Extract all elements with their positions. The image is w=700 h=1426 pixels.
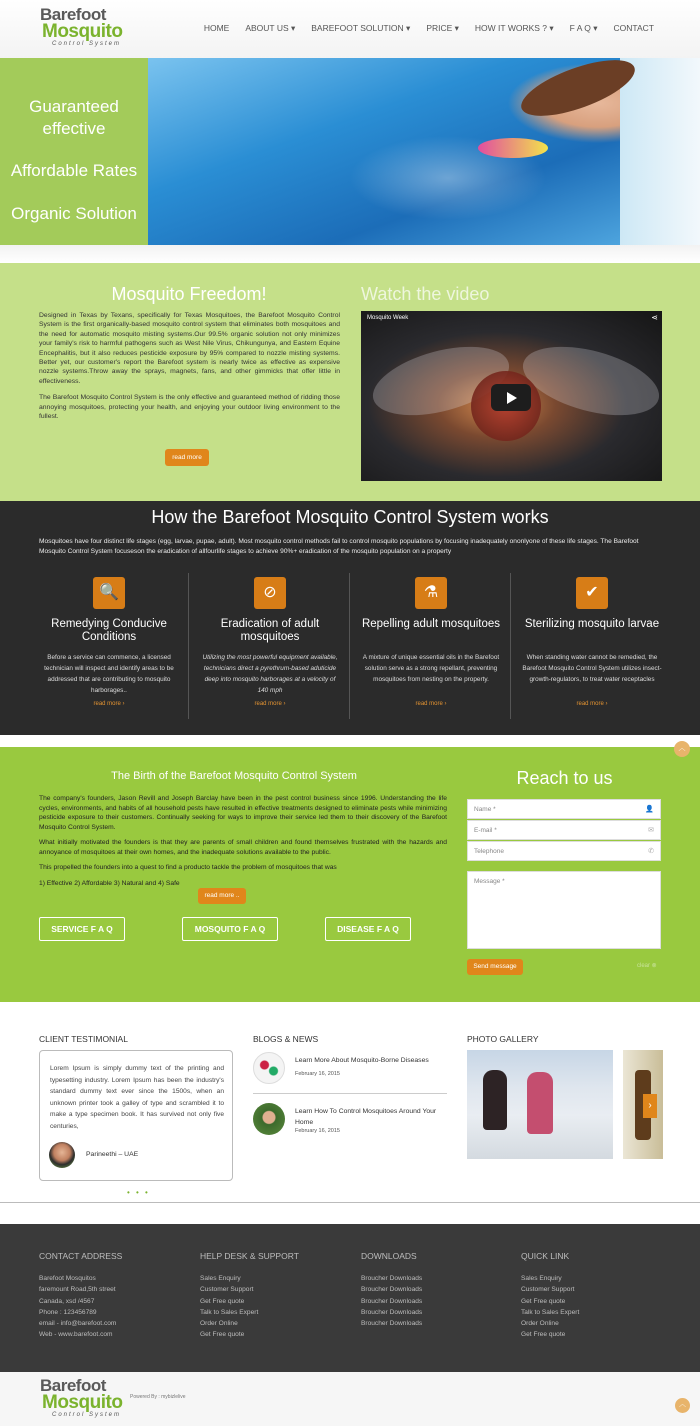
divider bbox=[253, 1093, 447, 1094]
footer-link[interactable]: Order Online bbox=[200, 1320, 238, 1328]
powered-by: Powered By : mybizlelive bbox=[130, 1394, 186, 1400]
footer-email[interactable]: email - info@barefoot.com bbox=[39, 1320, 117, 1328]
hero-tagline-rates: Affordable Rates bbox=[10, 161, 138, 180]
footer-link[interactable]: Customer Support bbox=[521, 1286, 575, 1294]
email-placeholder: E-mail * bbox=[474, 827, 497, 834]
footer-quick-title: QUICK LINK bbox=[521, 1251, 570, 1261]
footer-link[interactable]: Talk to Sales Expert bbox=[521, 1308, 580, 1316]
message-textarea[interactable] bbox=[467, 871, 661, 949]
freedom-paragraph: Designed in Texas by Texans, specifically for Texas Mosquitoes, the Barefoot Mosquito Control System is the first organically-based mosquito control system that eliminates both mosquitoes and the need for automatic mosquito misting systems.Our 99.5% organic solution not only minimizes your family's risk to harmful pathogens such as West Nile Virus, Chikungunya, and Eastern Equine Encephalitis, but it also reduces pesticide exposure by 95% compared to nozzle misting systems. Better yet, our customer's report the Barefoot system is nearly twice as effective as expensive nozzle systems.Throw away the sprays, magnets, fans, and other gimmicks that offer little in effectiveness. bbox=[39, 312, 340, 385]
freedom-text bbox=[39, 311, 340, 428]
gallery-heading: PHOTO GALLERY bbox=[467, 1034, 539, 1044]
blog-item[interactable] bbox=[253, 1052, 447, 1092]
footer-web[interactable]: Web - www.barefoot.com bbox=[39, 1331, 113, 1339]
name-placeholder: Name * bbox=[474, 806, 496, 813]
blog-title[interactable]: Learn How To Control Mosquitoes Around Your Home bbox=[295, 1108, 437, 1126]
footer-link[interactable]: Order Online bbox=[521, 1320, 559, 1328]
service-faq-button[interactable]: SERVICE F A Q bbox=[39, 917, 125, 941]
footer-downloads-list bbox=[361, 1273, 422, 1329]
nav-faq[interactable]: F A Q ▾ bbox=[569, 23, 598, 33]
avatar bbox=[49, 1142, 75, 1168]
feature-read-more[interactable]: read more › bbox=[254, 701, 286, 707]
user-icon: 👤 bbox=[645, 806, 654, 813]
hero-tagline-guaranteed: Guaranteed bbox=[29, 97, 119, 116]
logo-line1: Barefoot bbox=[40, 5, 106, 24]
feature-column bbox=[351, 573, 511, 719]
contact-title: Reach to us bbox=[516, 768, 613, 788]
feature-title: Eradication of adult mosquitoes bbox=[220, 618, 320, 643]
blog-thumbnail bbox=[253, 1103, 285, 1135]
birth-title: The Birth of the Barefoot Mosquito Control System bbox=[111, 770, 357, 782]
name-input[interactable] bbox=[467, 799, 661, 819]
freedom-title: Mosquito Freedom! bbox=[111, 284, 267, 304]
how-title: How the Barefoot Mosquito Control System works bbox=[151, 507, 549, 527]
footer-link[interactable]: Broucher Downloads bbox=[361, 1286, 423, 1294]
phone-input[interactable] bbox=[467, 841, 661, 861]
flask-icon: ⚗ bbox=[415, 577, 447, 609]
birth-paragraph: This propelled the founders into a quest to find a producto tackle the problem of mosquitoes that was bbox=[39, 864, 337, 871]
nav-how-it-works[interactable]: HOW IT WORKS ? ▾ bbox=[474, 23, 554, 33]
blog-title[interactable]: Learn More About Mosquito-Borne Diseases bbox=[295, 1057, 429, 1064]
logo-line3: Control System bbox=[52, 41, 122, 47]
hero-tagline-effective: effective bbox=[42, 119, 106, 138]
nav-contact[interactable]: CONTACT bbox=[613, 23, 654, 33]
footer-link[interactable]: Get Free quote bbox=[521, 1297, 566, 1305]
testimonial-heading: CLIENT TESTIMONIAL bbox=[39, 1034, 128, 1044]
footer-link[interactable]: Broucher Downloads bbox=[361, 1320, 423, 1328]
footer-text: Phone : 123456789 bbox=[39, 1308, 97, 1316]
gallery-photo[interactable] bbox=[467, 1050, 613, 1159]
logo-line3: Control System bbox=[52, 1412, 122, 1418]
nav-about[interactable]: ABOUT US ▾ bbox=[245, 23, 296, 33]
divider bbox=[0, 1202, 700, 1203]
footer-contact-list bbox=[39, 1273, 116, 1341]
video-title: Mosquito Week bbox=[367, 315, 409, 321]
birth-paragraph: The company's founders, Jason Revill and Joseph Barclay have been in the pest control business since 1996. Understanding the life cycles, environments, and habits of all household pests have resulted in effective treatments designed to eliminate pests while minimizing pesticide exposure to their customers. Continually seeking for ways to improve their service led them to their discovery of the Barefoot Mosquito Control System. bbox=[39, 795, 447, 831]
footer-link[interactable]: Sales Enquiry bbox=[521, 1275, 562, 1282]
disease-faq-button[interactable]: DISEASE F A Q bbox=[325, 917, 411, 941]
feature-column bbox=[512, 573, 672, 719]
chevron-up-icon[interactable]: ︿ bbox=[674, 741, 690, 757]
blog-item[interactable] bbox=[253, 1103, 447, 1143]
hero-banner bbox=[0, 58, 700, 245]
footer-downloads-title: DOWNLOADS bbox=[361, 1251, 417, 1261]
birth-text bbox=[39, 794, 447, 894]
feature-read-more[interactable]: read more › bbox=[415, 701, 447, 707]
chevron-up-icon[interactable]: ︿ bbox=[675, 1398, 690, 1413]
freedom-paragraph: The Barefoot Mosquito Control System is the only effective and guaranteed method of ridding those annoying mosquitoes, protecting your health, and enjoying your outdoor living environment to the fullest. bbox=[39, 394, 340, 421]
birth-paragraph: What initially motivated the founders is that they are parents of small children and found themselves frustrated with the hazards and annoyance of mosquitoes at their own homes, and the inadequate solutions available to the public. bbox=[39, 839, 447, 856]
play-icon[interactable] bbox=[491, 384, 531, 411]
footer-text: Barefoot Mosquitos bbox=[39, 1275, 96, 1282]
carousel-dots[interactable]: • • • bbox=[127, 1188, 150, 1197]
video-player[interactable] bbox=[361, 311, 662, 481]
logo-line1: Barefoot bbox=[40, 1376, 106, 1395]
clear-button[interactable]: clear ⊗ bbox=[637, 963, 657, 969]
send-message-button[interactable]: Send message bbox=[467, 959, 523, 975]
nav-home[interactable]: HOME bbox=[203, 23, 230, 33]
logo-line2: Mosquito bbox=[42, 21, 123, 42]
feature-text: When standing water cannot be remedied, the Barefoot Mosquito Control System utilizes insect-growth-regulators, to treat water receptacles bbox=[522, 654, 662, 683]
hero-taglines bbox=[0, 58, 148, 245]
brand-logo[interactable] bbox=[40, 6, 124, 50]
chevron-right-icon[interactable]: › bbox=[643, 1094, 657, 1118]
email-input[interactable] bbox=[467, 820, 661, 840]
testimonial-text: Lorem Ipsum is simply dummy text of the printing and typesetting industry. Lorem Ipsum has been the industry's standard dummy text ever since the 1500s, when an unknown printer took a galley of type and scrambled it to make a type specimen book. It has survived not only five centuries, bbox=[50, 1065, 224, 1130]
nav-price[interactable]: PRICE ▾ bbox=[426, 23, 459, 33]
hero-pool-image bbox=[148, 58, 700, 245]
read-more-button[interactable]: read more bbox=[165, 449, 209, 466]
main-nav bbox=[204, 23, 654, 34]
feature-read-more[interactable]: read more › bbox=[93, 701, 125, 707]
site-header bbox=[0, 0, 700, 58]
feature-text: A mixture of unique essential oils in the Barefoot solution serve as a strong repellant, preventing mosquitoes from nesting on the property. bbox=[362, 654, 500, 683]
phone-icon: ✆ bbox=[648, 848, 654, 855]
footer-help-title: HELP DESK & SUPPORT bbox=[200, 1251, 299, 1261]
feature-read-more[interactable]: read more › bbox=[576, 701, 608, 707]
footer-link[interactable]: Get Free quote bbox=[521, 1331, 566, 1339]
feature-text: Utilizing the most powerful equipment available, technicians direct a pyrethrum-based aduticide deep into mosquito harborages at a velocity of 140 mph bbox=[202, 654, 338, 694]
feature-column bbox=[29, 573, 189, 719]
footer-link[interactable]: Get Free quote bbox=[200, 1297, 245, 1305]
video-heading: Watch the video bbox=[361, 284, 490, 304]
blog-date: February 16, 2015 bbox=[295, 1128, 340, 1134]
testimonial-author: Parineethi – UAE bbox=[86, 1151, 139, 1158]
footer-logo[interactable] bbox=[40, 1377, 124, 1421]
feature-title: Repelling adult mosquitoes bbox=[361, 618, 501, 630]
nav-solution[interactable]: BAREFOOT SOLUTION ▾ bbox=[311, 23, 411, 33]
footer-link[interactable]: Customer Support bbox=[200, 1286, 254, 1294]
feature-title: Sterilizing mosquito larvae bbox=[524, 618, 660, 630]
blogs-heading: BLOGS & NEWS bbox=[253, 1034, 319, 1044]
phone-placeholder: Telephone bbox=[474, 848, 504, 855]
footer-text: faremount Road,5th street bbox=[39, 1286, 116, 1294]
footer-contact-title: CONTACT ADDRESS bbox=[39, 1251, 123, 1261]
how-intro: Mosquitoes have four distinct life stages (egg, larvae, pupae, adult). Most mosquito control methods fail to control mosquito populations by focusing inadequately ononlyone of these life stages. The Barefoot Mosquito Control System focuseson the eradication of allfourlife stages to achieve 90%+ eradication of the mosquito population on a property bbox=[39, 538, 639, 555]
footer-text: Canada, xsd /4567 bbox=[39, 1297, 95, 1305]
footer-link[interactable]: Talk to Sales Expert bbox=[200, 1308, 259, 1316]
share-icon[interactable]: ⋖ bbox=[651, 313, 658, 322]
birth-read-more-button[interactable]: read more .. bbox=[198, 888, 246, 904]
logo-line2: Mosquito bbox=[42, 1392, 123, 1413]
envelope-icon: ✉ bbox=[648, 827, 654, 834]
footer-help-list bbox=[200, 1273, 258, 1341]
footer-quick-list bbox=[521, 1273, 579, 1341]
ban-icon: ⊘ bbox=[254, 577, 286, 609]
blog-date: February 16, 2015 bbox=[295, 1071, 340, 1077]
footer-link[interactable]: Sales Enquiry bbox=[200, 1275, 241, 1282]
message-placeholder: Message * bbox=[474, 878, 505, 885]
hero-tagline-organic: Organic Solution bbox=[11, 204, 137, 223]
footer-link[interactable]: Broucher Downloads bbox=[361, 1297, 423, 1305]
mosquito-faq-button[interactable]: MOSQUITO F A Q bbox=[182, 917, 278, 941]
footer-link[interactable]: Get Free quote bbox=[200, 1331, 245, 1339]
birth-paragraph: 1) Effective 2) Affordable 3) Natural and 4) Safe bbox=[39, 879, 180, 887]
blog-thumbnail bbox=[253, 1052, 285, 1084]
check-icon: ✔ bbox=[576, 577, 608, 609]
footer-link[interactable]: Broucher Downloads bbox=[361, 1275, 423, 1282]
feature-column bbox=[190, 573, 350, 719]
search-icon: 🔍 bbox=[93, 577, 125, 609]
feature-text: Before a service can commence, a licensed technician will inspect and identify areas to be addressed that are contributing to mosquito harborages.. bbox=[44, 654, 174, 694]
feature-title: Remedying Conducive Conditions bbox=[51, 618, 167, 643]
footer-link[interactable]: Broucher Downloads bbox=[361, 1308, 423, 1316]
